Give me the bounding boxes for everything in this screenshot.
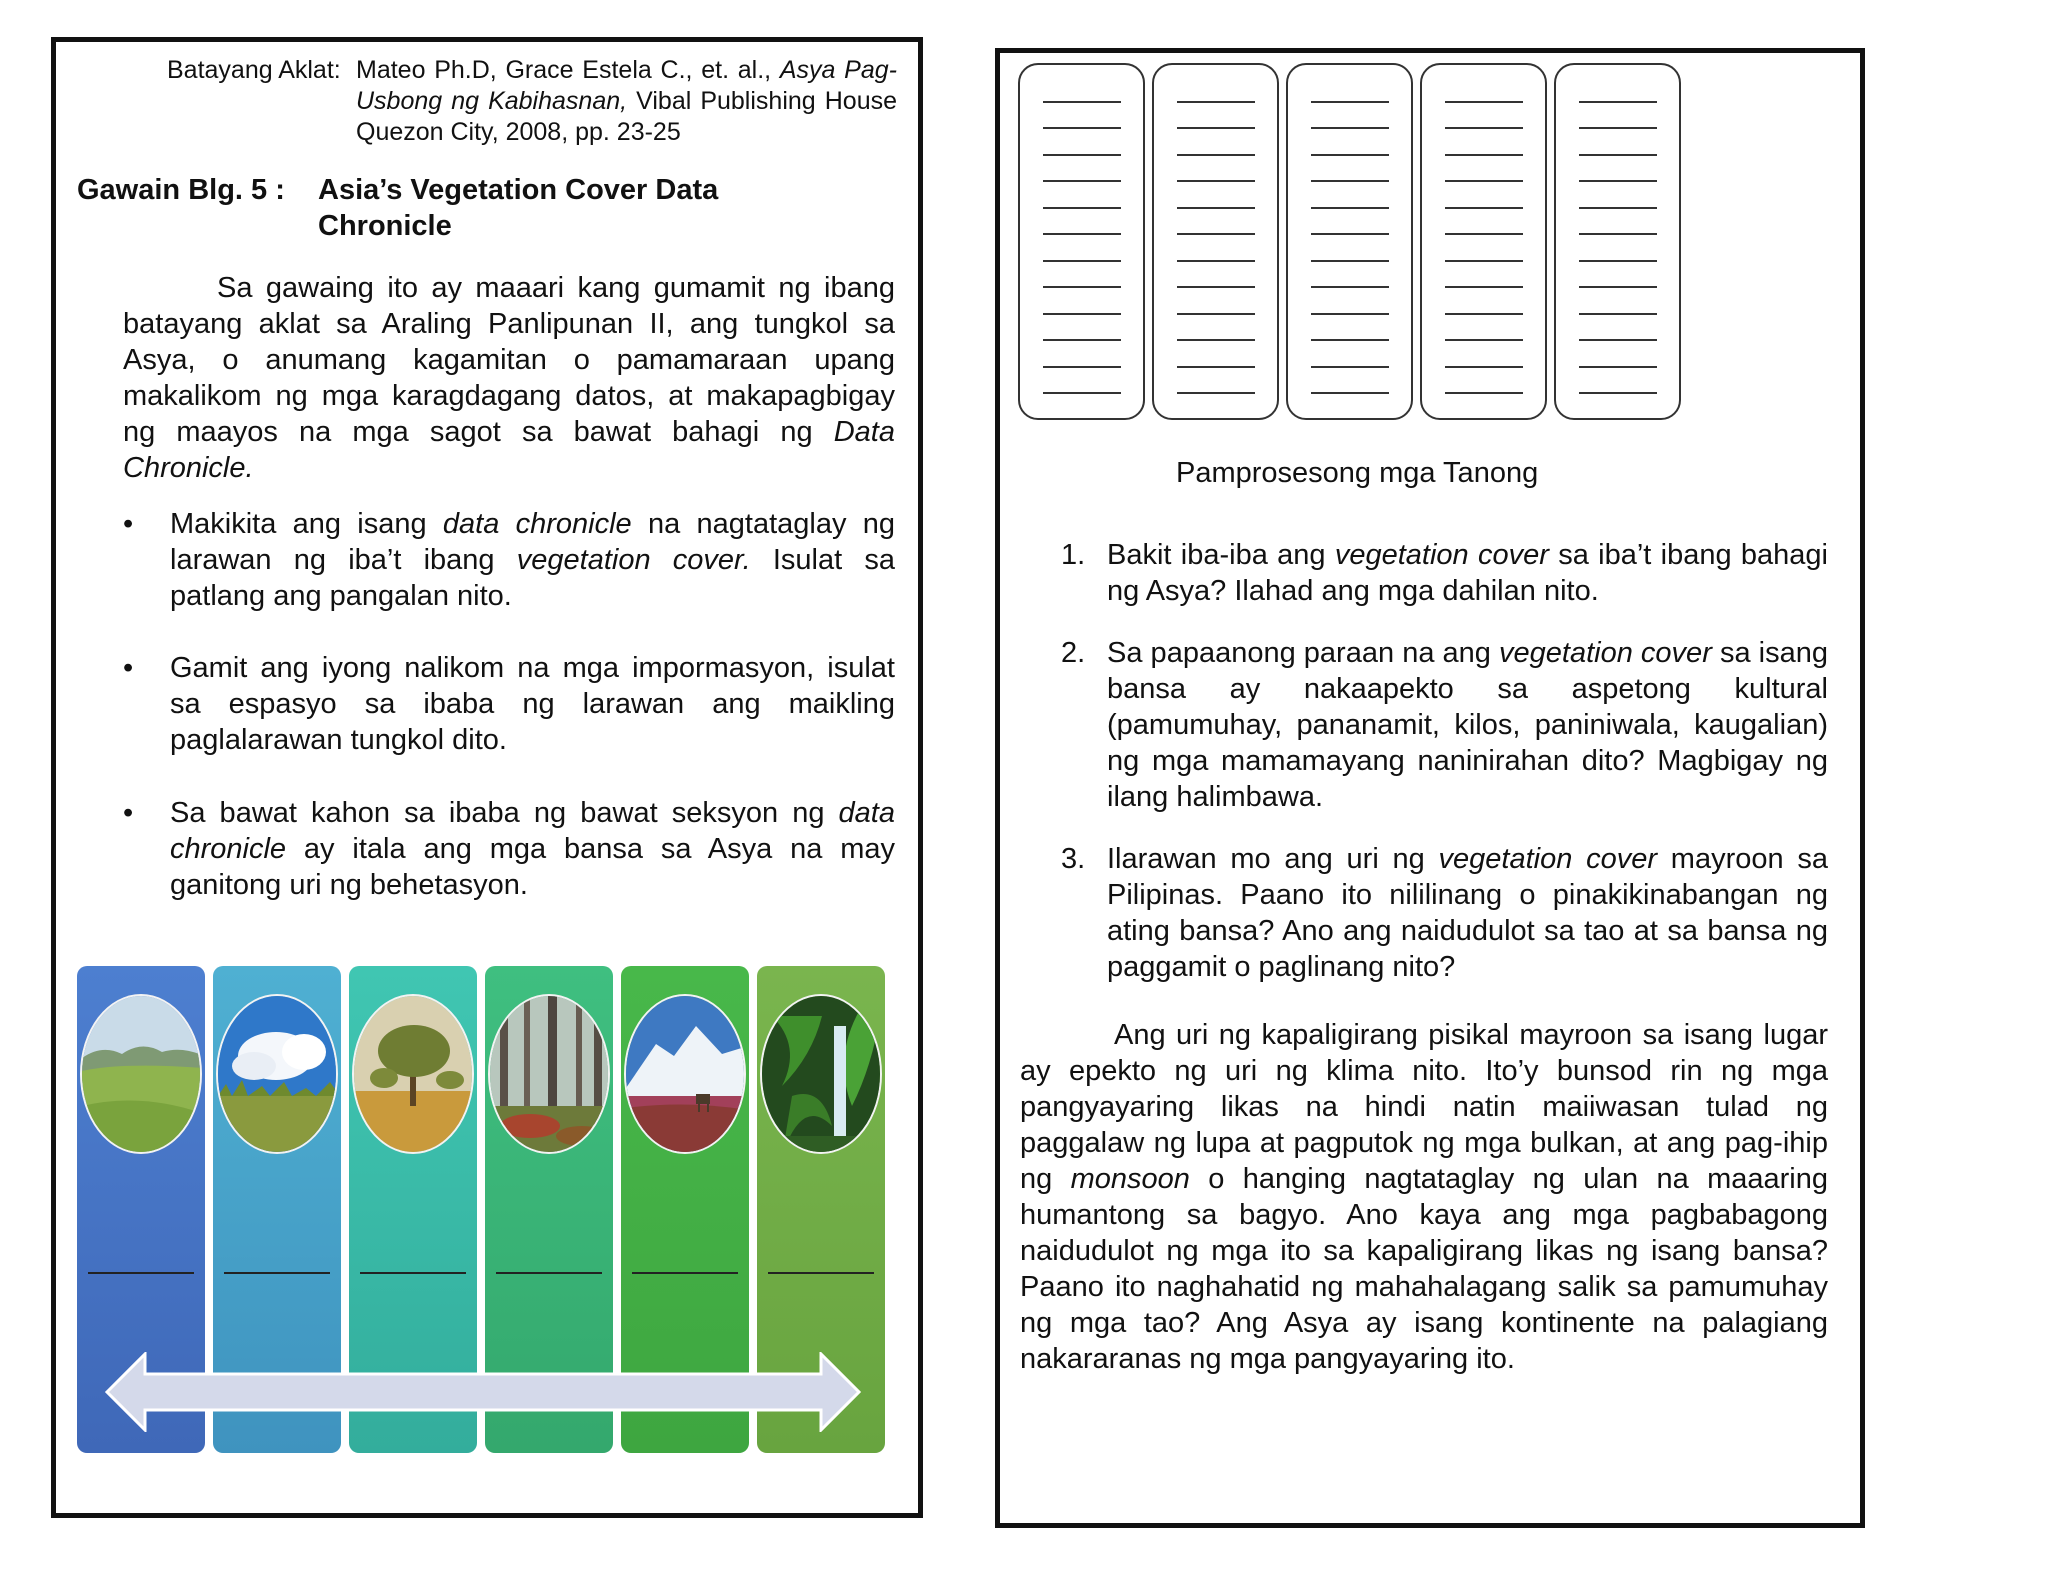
- activity-number: Gawain Blg. 5 :: [77, 174, 285, 206]
- question-item: [1061, 635, 1828, 815]
- reference-publisher: Vibal Publishing House Quezon City, 2008, pp. 23-25: [356, 87, 897, 146]
- writing-line[interactable]: [1445, 233, 1523, 235]
- question-text: Ilarawan mo ang uri ng: [1107, 843, 1439, 875]
- writing-line[interactable]: [1043, 154, 1121, 156]
- reference-authors: Mateo Ph.D, Grace Estela C., et. al.,: [356, 56, 772, 84]
- name-blank[interactable]: [632, 1272, 738, 1274]
- double-headed-arrow-icon: [105, 1352, 861, 1432]
- instruction-italic: data chronicle: [170, 797, 895, 865]
- writing-line[interactable]: [1311, 366, 1389, 368]
- savanna-image: [352, 994, 474, 1154]
- writing-line[interactable]: [1043, 260, 1121, 262]
- writing-line[interactable]: [1177, 286, 1255, 288]
- writing-line[interactable]: [1445, 392, 1523, 394]
- activity-title: Asia’s Vegetation Cover Data Chronicle: [318, 174, 719, 242]
- writing-line[interactable]: [1579, 154, 1657, 156]
- writing-line[interactable]: [1579, 233, 1657, 235]
- intro-paragraph: [123, 270, 895, 486]
- writing-line[interactable]: [1177, 233, 1255, 235]
- writing-line[interactable]: [1177, 366, 1255, 368]
- writing-line[interactable]: [1311, 180, 1389, 182]
- writing-line[interactable]: [1043, 207, 1121, 209]
- data-chronicle: [77, 966, 889, 1453]
- instruction-text: Sa bawat kahon sa ibaba ng bawat seksyon ng: [170, 797, 839, 829]
- writing-line[interactable]: [1579, 207, 1657, 209]
- question-text: sa isang bansa ay nakaapekto sa aspetong kultural (pamumuhay, pananamit, kilos, paniniwala, kaugalian) ng mga mamamayang naninirahan dito? Magbigay ng ilang halimbawa.: [1107, 637, 1828, 813]
- writing-line[interactable]: [1177, 127, 1255, 129]
- writing-line[interactable]: [1311, 207, 1389, 209]
- tundra-image: [624, 994, 746, 1154]
- reference-book-title: Asya Pag-Usbong ng Kabihasnan,: [356, 56, 897, 115]
- writing-line[interactable]: [1043, 313, 1121, 315]
- question-italic: vegetation cover: [1438, 843, 1658, 875]
- writing-line[interactable]: [1043, 366, 1121, 368]
- reference-label: Batayang Aklat:: [167, 56, 341, 84]
- name-blank[interactable]: [360, 1272, 466, 1274]
- instruction-item: [123, 795, 895, 903]
- writing-line[interactable]: [1579, 392, 1657, 394]
- question-number: 3.: [1061, 843, 1086, 875]
- name-blank[interactable]: [224, 1272, 330, 1274]
- intro-italic: Data Chronicle.: [123, 416, 895, 484]
- intro-text: Sa gawaing ito ay maaari kang gumamit ng ibang batayang aklat sa Araling Panlipunan II, ang tungkol sa Asya, o anumang kagamitan o pamamaraan upang makalikom ng mga karagdagang datos, at makapagbigay ng maayos na mga sagot sa bawat bahagi ng: [123, 272, 895, 448]
- right-page: [995, 48, 1865, 1528]
- writing-line[interactable]: [1445, 207, 1523, 209]
- writing-line[interactable]: [1311, 392, 1389, 394]
- writing-line[interactable]: [1043, 286, 1121, 288]
- writing-line[interactable]: [1311, 154, 1389, 156]
- country-box-2[interactable]: [1152, 63, 1279, 420]
- writing-line[interactable]: [1311, 286, 1389, 288]
- question-italic: vegetation cover: [1334, 539, 1549, 571]
- writing-line[interactable]: [1445, 339, 1523, 341]
- instruction-list: [123, 506, 895, 939]
- writing-line[interactable]: [1445, 101, 1523, 103]
- meadow-sky-image: [216, 994, 338, 1154]
- writing-line[interactable]: [1311, 127, 1389, 129]
- writing-line[interactable]: [1445, 260, 1523, 262]
- instruction-text: ay itala ang mga bansa sa Asya na may ganitong uri ng behetasyon.: [170, 833, 895, 901]
- writing-line[interactable]: [1579, 313, 1657, 315]
- writing-line[interactable]: [1579, 101, 1657, 103]
- writing-line[interactable]: [1311, 339, 1389, 341]
- writing-line[interactable]: [1043, 101, 1121, 103]
- writing-line[interactable]: [1177, 207, 1255, 209]
- writing-line[interactable]: [1579, 286, 1657, 288]
- question-text: mayroon sa Pilipinas. Paano ito nililinang o pinakikinabangan ng ating bansa? Ano ang naidudulot sa tao at sa bansa ng paggamit o paglinang nito?: [1107, 843, 1828, 983]
- writing-line[interactable]: [1579, 339, 1657, 341]
- country-box-5[interactable]: [1554, 63, 1681, 420]
- instruction-italic: data chronicle: [442, 508, 632, 540]
- writing-line[interactable]: [1445, 127, 1523, 129]
- writing-line[interactable]: [1043, 392, 1121, 394]
- writing-line[interactable]: [1445, 313, 1523, 315]
- bullet-icon: •: [123, 652, 134, 684]
- writing-line[interactable]: [1579, 260, 1657, 262]
- bullet-icon: •: [123, 508, 134, 540]
- question-text: sa iba’t ibang bahagi ng Asya? Ilahad ang mga dahilan nito.: [1107, 539, 1828, 607]
- writing-line[interactable]: [1177, 313, 1255, 315]
- instruction-italic: vegetation cover.: [516, 544, 751, 576]
- writing-line[interactable]: [1311, 101, 1389, 103]
- question-item: [1061, 537, 1828, 609]
- writing-line[interactable]: [1177, 101, 1255, 103]
- question-number: 2.: [1061, 637, 1086, 669]
- writing-line[interactable]: [1579, 180, 1657, 182]
- writing-line[interactable]: [1579, 366, 1657, 368]
- closing-italic: monsoon: [1070, 1163, 1190, 1195]
- reference-citation: [167, 55, 897, 148]
- reference-body: [356, 55, 897, 148]
- instruction-text: Makikita ang isang: [170, 508, 443, 540]
- instruction-text: Isulat sa patlang ang pangalan nito.: [170, 544, 896, 612]
- grassland-image: [80, 994, 202, 1154]
- forest-image: [488, 994, 610, 1154]
- writing-line[interactable]: [1177, 392, 1255, 394]
- question-list: [1061, 537, 1828, 1011]
- name-blank[interactable]: [496, 1272, 602, 1274]
- closing-text: o hanging nagtataglay ng ulan na maaaring humantong sa bagyo. Ano kaya ang mga pagbabagong naidudulot ng mga ito sa kapaligirang likas ng isang bansa? Paano ito naghahatid ng mahahalagang salik sa pamumuhay ng mga tao? Ang Asya ay isang kontinente na palagiang nakararanas ng mga pangyayaring ito.: [1020, 1163, 1828, 1375]
- closing-paragraph: [1020, 1017, 1828, 1377]
- writing-line[interactable]: [1177, 339, 1255, 341]
- instruction-item: [123, 650, 895, 758]
- writing-line[interactable]: [1445, 366, 1523, 368]
- country-box-3[interactable]: [1286, 63, 1413, 420]
- instruction-item: [123, 506, 895, 614]
- rainforest-image: [760, 994, 882, 1154]
- writing-line[interactable]: [1445, 154, 1523, 156]
- writing-line[interactable]: [1177, 260, 1255, 262]
- question-text: Sa papaanong paraan na ang: [1107, 637, 1500, 669]
- writing-line[interactable]: [1445, 286, 1523, 288]
- closing-text: Ang uri ng kapaligirang pisikal mayroon sa isang lugar ay epekto ng uri ng klima nito. Ito’y bunsod rin ng mga pangyayaring likas na hindi natin maiiwasan tulad ng paggalaw ng lupa at pagputok ng mga bulkan, at ang pag-ihip ng: [1020, 1019, 1828, 1195]
- left-page: [51, 37, 923, 1518]
- question-number: 1.: [1061, 539, 1086, 571]
- writing-line[interactable]: [1311, 233, 1389, 235]
- writing-line[interactable]: [1043, 180, 1121, 182]
- country-box-1[interactable]: [1018, 63, 1145, 420]
- writing-line[interactable]: [1311, 313, 1389, 315]
- writing-line[interactable]: [1177, 180, 1255, 182]
- writing-line[interactable]: [1043, 127, 1121, 129]
- writing-line[interactable]: [1445, 180, 1523, 182]
- question-text: Bakit iba-iba ang: [1107, 539, 1335, 571]
- writing-line[interactable]: [1177, 154, 1255, 156]
- writing-line[interactable]: [1043, 233, 1121, 235]
- bullet-icon: •: [123, 797, 134, 829]
- country-box-4[interactable]: [1420, 63, 1547, 420]
- processing-questions-title: Pamprosesong mga Tanong: [1176, 457, 1539, 489]
- writing-line[interactable]: [1043, 339, 1121, 341]
- writing-line[interactable]: [1579, 127, 1657, 129]
- question-item: [1061, 841, 1828, 985]
- instruction-text: na nagtataglay ng larawan ng iba’t ibang: [170, 508, 895, 576]
- name-blank[interactable]: [88, 1272, 194, 1274]
- question-italic: vegetation cover: [1499, 637, 1712, 669]
- writing-line[interactable]: [1311, 260, 1389, 262]
- name-blank[interactable]: [768, 1272, 874, 1274]
- instruction-text: Gamit ang iyong nalikom na mga impormasyon, isulat sa espasyo sa ibaba ng larawan ang maikling paglalarawan tungkol dito.: [170, 652, 895, 756]
